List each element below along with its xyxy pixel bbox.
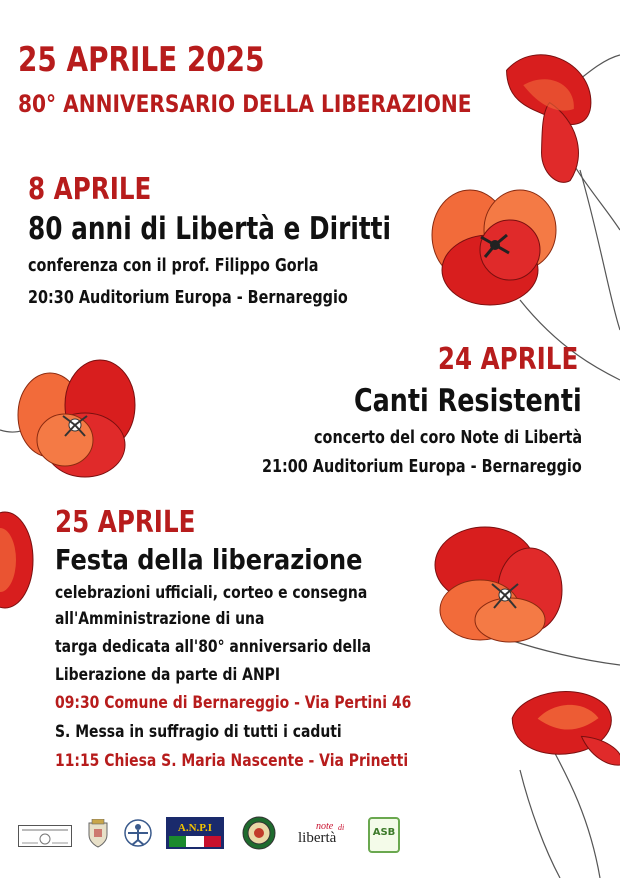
round-seal-logo-icon — [242, 816, 276, 850]
header-subtitle: 80° ANNIVERSARIO DELLA LIBERAZIONE — [18, 90, 472, 118]
event2-desc: concerto del coro Note di Libertà — [313, 427, 582, 448]
event3-date: 25 APRILE — [55, 505, 196, 540]
sponsor-logos — [0, 805, 620, 865]
event1-title: 80 anni di Libertà e Diritti — [28, 211, 392, 247]
event1-desc: conferenza con il prof. Filippo Gorla — [28, 255, 319, 276]
note-di-liberta-logo — [298, 821, 354, 851]
event3-desc-line-4: Liberazione da parte di ANPI — [55, 665, 281, 685]
liberta-logo-text: libertà — [298, 830, 337, 846]
event3-title: Festa della liberazione — [55, 543, 363, 576]
event3-slot2: 11:15 Chiesa S. Maria Nascente - Via Prinetti — [55, 751, 409, 771]
note-logo-di-text: di — [338, 823, 345, 832]
asb-logo-text: ASB — [372, 827, 396, 838]
event2-title: Canti Resistenti — [354, 383, 582, 419]
asb-logo — [368, 817, 400, 853]
header-date: 25 APRILE 2025 — [18, 40, 265, 80]
comune-coat-of-arms-icon — [87, 819, 109, 849]
event3-mass: S. Messa in suffragio di tutti i caduti — [55, 722, 342, 742]
anpi-logo-text: A.N.P.I — [177, 822, 213, 834]
corpo-musicale-logo-icon — [18, 825, 72, 847]
event3-desc-line-1: celebrazioni ufficiali, corteo e consegna — [55, 583, 368, 603]
event3-slot1: 09:30 Comune di Bernareggio - Via Pertini 46 — [55, 693, 412, 713]
event3-desc-line-3: targa dedicata all'80° anniversario della — [55, 637, 372, 657]
event1-date: 8 APRILE — [28, 172, 152, 207]
note-logo-text: note — [316, 821, 334, 832]
event2-when-where: 21:00 Auditorium Europa - Bernareggio — [262, 456, 582, 477]
vitruvian-logo-icon — [123, 818, 153, 848]
event2-date: 24 APRILE — [437, 342, 578, 377]
event1-when-where: 20:30 Auditorium Europa - Bernareggio — [28, 287, 348, 308]
event3-desc-line-2: all'Amministrazione di una — [55, 609, 265, 629]
anpi-logo-icon — [166, 817, 224, 849]
